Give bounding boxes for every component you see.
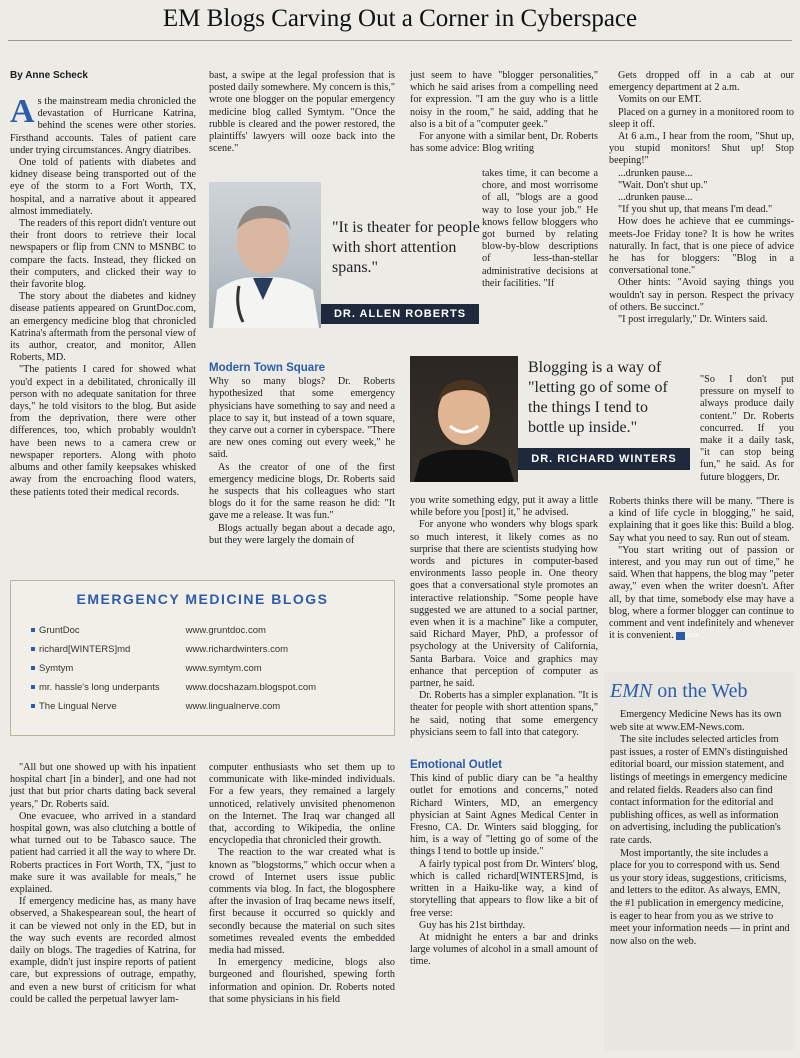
- sidebar-row: [31, 621, 394, 640]
- name-bar-allen-roberts: DR. ALLEN ROBERTS: [321, 304, 479, 324]
- paragraph: As the creator of one of the first emergency medicine blogs, Dr. Roberts said he suspects that his colleagues who start blogs do it for the same reason he did: "It gave me a release. It was fun.": [209, 461, 395, 522]
- drop-cap: A: [10, 93, 35, 130]
- headline-rule: [8, 40, 792, 41]
- paragraph: For anyone with a similar bent, Dr. Roberts has some advice: Blog writing: [410, 131, 598, 155]
- column-3-top: [410, 70, 598, 155]
- paragraph: At midnight he enters a bar and drinks large volumes of alcohol in a small amount of time.: [410, 931, 598, 968]
- sidebar-row: [31, 697, 394, 716]
- blog-name: [31, 640, 183, 659]
- blog-name-text: The Lingual Nerve: [39, 701, 117, 712]
- blog-name: [31, 678, 183, 697]
- paragraph: takes time, it can become a chore, and most worrisome of all, "blogs are a good way to lose your job." He knows fellow bloggers who got burned by relating blow-by-blow descriptions of less-than-stellar administrative decisions at their facilities. "If: [482, 168, 598, 289]
- paragraph: Why so many blogs? Dr. Roberts hypothesized that some emergency physicians have something to say and need a place to say it, but instead of a town square, they carve out a corner in cyberspace. "There are new ones coming out every week," he said.: [209, 376, 395, 461]
- paragraph: One told of patients with diabetes and kidney disease being transported out of the eye of the storm to a Fort Worth, TX, hospital, and a narrative about it appeared almost immediately.: [10, 157, 196, 217]
- paragraph: Guy has his 21st birthday.: [419, 919, 526, 931]
- pull-quote-roberts: "It is theater for people with short attention spans.": [332, 219, 480, 276]
- paragraph: Gets dropped off in a cab at our emergency department at 2 a.m.: [609, 70, 794, 94]
- paragraph: Roberts thinks there will be many. "There is a kind of life cycle in blogging," he said, explaining that it goes like this: Build a blog. Say what you need to say. Run out of steam.: [609, 496, 794, 544]
- name-bar-richard-winters: DR. RICHARD WINTERS: [518, 448, 690, 470]
- sidebar-list: [31, 621, 394, 716]
- paragraph: Blogs actually began about a decade ago, but they were largely the domain of: [209, 522, 395, 546]
- paragraph: "I post irregularly," Dr. Winters said.: [618, 314, 768, 326]
- bullet-icon: [31, 647, 35, 651]
- paragraph: Other hints: "Avoid saying things you wouldn't say in person. Respect the privacy of others. Be succinct.": [609, 277, 794, 313]
- paragraph: "If you shut up, that means I'm dead.": [618, 204, 773, 216]
- photo-allen-roberts: [209, 182, 321, 328]
- sidebar-row: [31, 678, 394, 697]
- paragraph: just seem to have "blogger personalities," which he said arises from a compelling need for expression. "I am the guy who is a little noisy in the room," he said, adding that he also is a bit of a "computer geek.": [410, 70, 598, 130]
- column-3-narrow: [482, 168, 598, 290]
- blog-name-text: Symtym: [39, 663, 74, 674]
- paragraph: The site includes selected articles from past issues, a roster of EMN's distinguished editorial board, our mission statement, and listings of meetings in emergency medicine and related fields. Readers also can find contact information for the editorial and publishing offices, as well as information on advertising, including the publication's rate cards.: [610, 734, 788, 846]
- column-4-top: [609, 70, 794, 326]
- sidebar-title: EMERGENCY MEDICINE BLOGS: [76, 591, 329, 607]
- paragraph: The readers of this report didn't venture out their front doors to retrieve their local newspapers or flip from CNN to MSNBC to compare the facts. Instead, they flicked on their computers, and clicked their way to their favorite blog.: [10, 218, 196, 291]
- blog-name: [31, 621, 183, 640]
- blog-url[interactable]: www.richardwinters.com: [185, 644, 289, 655]
- headline: EM Blogs Carving Out a Corner in Cyberspace: [162, 5, 638, 32]
- bullet-icon: [31, 704, 35, 708]
- blog-name-text: richard[WINTERS]md: [39, 644, 131, 655]
- paragraph: This kind of public diary can be "a healthy outlet for emotions and concerns," noted Richard Winters, MD, an emergency physician at Saint Agnes Medical Center in Fresno, CA. Dr. Winters said blogging, for him, is a way of "letting go of some of the things I tend to bottle up inside.": [410, 773, 598, 858]
- paragraph: In emergency medicine, blogs also burgeoned and flourished, spewing forth information and opinion. Dr. Roberts noted that some physicians in his field: [209, 957, 395, 1005]
- sidebar-row: [31, 640, 394, 659]
- column-2-middle: [209, 358, 395, 547]
- column-2-lower: [209, 762, 395, 1006]
- blog-name: [31, 659, 183, 678]
- paragraph: ...drunken pause...: [618, 192, 693, 204]
- column-1-lower: [10, 762, 196, 1006]
- column-1-top: [10, 93, 196, 499]
- paragraph: If emergency medicine has, as many have observed, a Shakespearean soul, the heart of it can be viewed not only in the ED, but in the way such events are recorded almost daily on blogs. The tragedies of Katrina, for example, didn't just inspire reports of patient care, but expressions of outrage, empathy, and even a new burst of criticism for what could be called the perpetual lawyer lam-: [10, 896, 196, 1005]
- paragraph: At 6 a.m., I hear from the room, "Shut up, you stupid monitors! Shut up! Stop beeping!": [609, 131, 794, 167]
- paragraph: bast, a swipe at the legal profession that is posted daily somewhere. My concern is this," wrote one blogger on the popular emergency medicine blog called Symtym. "Once the rubble is cleared and the power restored, the plaintiffs' lawyers will ooze back into the scene.": [209, 70, 395, 155]
- column-2-top: [209, 70, 395, 155]
- paragraph: Most importantly, the site includes a place for you to correspond with us. Send us your story ideas, suggestions, criticisms, and letters to the editor. As always, EMN, the #1 publication in emergency medicine, is eager to hear from you as we strive to meet your information needs — in print and now also on the web.: [610, 847, 790, 947]
- paragraph: Emergency Medicine News has its own web site at www.EM-News.com.: [610, 709, 782, 733]
- blog-name-text: mr. hassle's long underpants: [39, 682, 160, 693]
- paragraph: computer enthusiasts who set them up to communicate with like-minded individuals. For a few years, they remained a largely unnoticed, relatively unvisited phenomenon on the Internet. The Iraq war changed all that, according to Wikipedia, the online encyclopedia that chronicled their growth.: [209, 762, 395, 847]
- column-4-narrow: [700, 374, 794, 484]
- paragraph: "So I don't put pressure on myself to always produce daily content." Dr. Roberts concurred. If you make it a daily task, "it can stop being fun," he said. As for future bloggers, Dr.: [700, 374, 794, 483]
- paragraph-text: "You start writing out of passion or interest, and you may run out of time," he said. When that happens, the blog may "peter away," even when the writer doesn't. After all, by that time, somebody else may have a blog, where a former blogger can continue to comment and vent indefinitely and whenever it is convenient.: [609, 544, 794, 642]
- sidebar-row: [31, 659, 394, 678]
- blog-url[interactable]: www.gruntdoc.com: [185, 625, 266, 636]
- emn-web-title-rest: on the Web: [652, 680, 748, 702]
- paragraph: [609, 545, 794, 643]
- bullet-icon: [31, 628, 35, 632]
- blog-url[interactable]: www.lingualnerve.com: [185, 701, 281, 712]
- photo-richard-winters: [410, 356, 518, 482]
- emn-web-box: [604, 672, 794, 1050]
- end-mark-icon: EMN: [676, 632, 685, 640]
- emn-web-title-em: EMN: [610, 680, 653, 702]
- paragraph: For anyone who wonders why blogs spark so much interest, it likely comes as no surprise that there are scientists studying how words and pictures in computer-based environments lasso people in. One theory goes that a conversational style promotes an interactive relationship. "Some people have suggested we are attuned to a social partner, even when it is a machine" like a computer, said Richard Mayer, PhD, a professor of psychology at the University of California, Santa Barbara. Voice and graphics may enhance that perception of computer as partner, he said.: [410, 519, 598, 690]
- paragraph: Vomits on our EMT.: [618, 94, 702, 106]
- paragraph: The reaction to the war created what is known as "blogstorms," which occur when a crowd of Internet users issue public comments via blog. In fact, the blogosphere after the invasion of Iraq became news itself, first because it occurred so quickly and secondly because the material on such sites sometimes revealed events the embedded media had missed.: [209, 847, 395, 957]
- blog-name-text: GruntDoc: [39, 625, 80, 636]
- paragraph: "The patients I cared for showed what you'd expect in a debilitated, chronically ill person with no adequate sanitation for three days," he told visitors to the blog. But aside from the deprivation, there were other differences, too, which probably wouldn't have been news to a camera crew or newspaper reporters. Along with photo albums and other family keepsakes whisked away from the encroaching flood waters, these patients toted their medical records.: [10, 364, 196, 498]
- paragraph: A fairly typical post from Dr. Winters' blog, which is called richard[WINTERS]md, is written in a Haiku-like way, a kind of storytelling that appears to flow like a bit of free verse:: [410, 858, 598, 919]
- bullet-icon: [31, 685, 35, 689]
- paragraph: you write something edgy, put it away a little while before you [post] it," he advised.: [410, 495, 598, 519]
- paragraph: The story about the diabetes and kidney disease patients appeared on GruntDoc.com, an emergency medicine blog that chronicled Katrina's aftermath from the personal view of its author, creator, and monitor, Allen Roberts, MD.: [10, 291, 196, 364]
- blog-url[interactable]: www.symtym.com: [185, 663, 262, 674]
- paragraph: ...drunken pause...: [618, 167, 693, 179]
- paragraph: "Wait. Don't shut up.": [618, 179, 708, 191]
- paragraph: One evacuee, who arrived in a standard hospital gown, was also clutching a bottle of what turned out to be Tabasco sauce. The patient had carried it all the way to where Dr. Roberts practices in Fort Worth, TX, "just to make sure it was available for meals," he explained.: [10, 810, 196, 896]
- column-4-bottom: [609, 496, 794, 642]
- blogs-sidebar: [10, 580, 395, 736]
- paragraph: Dr. Roberts has a simpler explanation. "It is theater for people with short attention spans," he said, noting that some emergency physicians seem to fall into that category.: [410, 690, 598, 738]
- emn-web-title: [610, 680, 794, 703]
- byline: By Anne Scheck: [10, 70, 88, 81]
- paragraph: "All but one showed up with his inpatient hospital chart [in a binder], and one had not just that but prior charts dating back several years," Dr. Roberts said.: [10, 762, 196, 810]
- subhead-modern-town-square: Modern Town Square: [209, 362, 326, 374]
- blog-url[interactable]: www.docshazam.blogspot.com: [185, 682, 317, 693]
- bullet-icon: [31, 666, 35, 670]
- emn-web-body: [610, 709, 790, 948]
- pull-quote-winters: Blogging is a way of "letting go of some of the things I tend to bottle up inside.": [528, 359, 668, 436]
- column-3-middle: [410, 495, 598, 969]
- paragraph: How does he achieve that ee cummings-meets-Joe Friday tone? It is how he writes naturally. In fact, that is one piece of advice he has for bloggers: "Blog in a conversational tone.": [609, 216, 794, 277]
- paragraph: s the mainstream media chronicled the devastation of Hurricane Katrina, behind the scenes were other stories. Firsthand accounts. Tales of patient care under trying circumstances. Angry diatribes.: [10, 96, 196, 156]
- paragraph: Placed on a gurney in a monitored room to sleep it off.: [609, 106, 794, 130]
- blog-name: [31, 697, 183, 716]
- subhead-emotional-outlet: Emotional Outlet: [410, 759, 502, 772]
